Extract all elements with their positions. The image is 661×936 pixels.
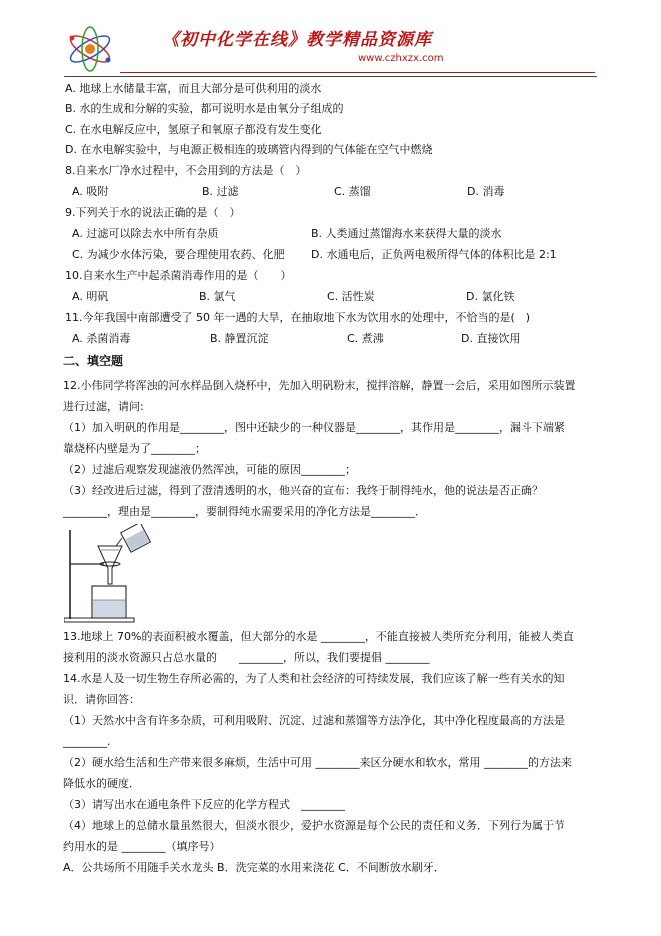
q14-part1-line1: （1）天然水中含有许多杂质，可利用吸附、沉淀、过滤和蒸馏等方法净化，其中净化程度最高的方法是 [63,714,565,727]
q12-part3-line1: （3）经改进后过滤，得到了澄清透明的水，他兴奋的宣布：我终于制得纯水，他的说法是否正确？ [63,484,543,497]
q11-option-c: C. 煮沸 [347,332,384,345]
q7-option-a: A. 地球上水储量丰富，而且大部分是可供利用的淡水 [65,82,322,95]
q10-option-b: B. 氯气 [199,290,236,303]
q8-option-c: C. 蒸馏 [334,185,371,198]
q14-part2-line1: （2）硬水给生活和生产带来很多麻烦，生活中可用 ________来区分硬水和软水，常用 ________的方法来 [63,756,572,769]
header-divider [120,72,595,73]
q10-stem: 10.自来水生产中起杀菌消毒作用的是（ ） [65,269,292,282]
q7-option-d: D. 在水电解实验中，与电源正极相连的玻璃管内得到的气体能在空气中燃烧 [65,143,433,156]
header-url[interactable]: www.czhxzx.com [358,53,444,64]
q10-option-c: C. 活性炭 [327,290,375,303]
q14-part3: （3）请写出水在通电条件下反应的化学方程式 ________ [63,798,345,811]
q9-option-b: B. 人类通过蒸馏海水来获得大量的淡水 [311,227,502,240]
q14-part2-line2: 降低水的硬度． [63,777,140,790]
q8-stem: 8.自来水厂净水过程中，不会用到的方法是（ ） [65,164,307,177]
q14-options: A．公共场所不用随手关水龙头 B．洗完菜的水用来浇花 C．不间断放水刷牙． [63,861,445,874]
q12-part2: （2）过滤后观察发现滤液仍然浑浊，可能的原因________； [63,463,356,476]
q14-line1: 14.水是人及一切生物生存所必需的，为了人类和社会经济的可持续发展，我们应该了解一些有关水的知 [63,672,565,685]
filtration-apparatus-figure [64,524,156,624]
q12-part1-line2: 靠烧杯内壁是为了________； [63,442,206,455]
q8-option-a: A. 吸附 [72,185,109,198]
q7-option-c: C. 在水电解反应中，氢原子和氧原子都没有发生变化 [65,123,322,136]
q11-option-d: D. 直接饮用 [461,332,521,345]
q11-option-b: B. 静置沉淀 [210,332,269,345]
q13-line2: 接利用的淡水资源只占总水量的 ________，所以，我们要提倡 ________ [63,651,430,664]
q10-option-d: D. 氯化铁 [466,290,515,303]
header-logo-atom-icon [64,22,116,76]
q9-stem: 9.下列关于水的说法正确的是（ ） [65,206,241,219]
q11-option-a: A. 杀菌消毒 [72,332,131,345]
q14-part4-line1: （4）地球上的总储水量虽然很大，但淡水很少，爱护水资源是每个公民的责任和义务．下列行为属于节 [63,819,565,832]
q12-line1: 12.小伟同学将浑浊的河水样品倒入烧杯中，先加入明矾粉末，搅拌溶解，静置一会后，采用如图所示装置 [63,379,576,392]
q9-option-c: C. 为减少水体污染，要合理使用农药、化肥 [72,248,285,261]
q8-option-d: D. 消毒 [467,185,505,198]
header-divider-dark [64,76,597,77]
q11-stem: 11.今年我国中南部遭受了 50 年一遇的大旱，在抽取地下水为饮用水的处理中，不恰当的是( ) [65,311,531,324]
q12-line2: 进行过滤，请问: [63,400,144,413]
header-title: 《初中化学在线》教学精品资源库 [162,30,432,50]
q7-option-b: B. 水的生成和分解的实验，都可说明水是由氧分子组成的 [65,102,344,115]
section-heading-fill-in: 二、填空题 [63,354,124,368]
q12-part3-line2: ________，理由是________，要制得纯水需要采用的净化方法是________． [63,505,426,518]
q9-option-a: A. 过滤可以除去水中所有杂质 [72,227,219,240]
q10-option-a: A. 明矾 [72,290,109,303]
q14-part4-line2: 约用水的是 ________（填序号） [63,840,221,853]
q14-line2: 识．请你回答： [63,693,140,706]
q9-option-d: D. 水通电后，正负两电极所得气体的体积比是 2:1 [311,248,557,261]
q13-line1: 13.地球上 70%的表面积被水覆盖，但大部分的水是 ________，不能直接被人类所充分利用，能被人类直 [63,630,574,643]
q12-part1-line1: （1）加入明矾的作用是________，图中还缺少的一种仪器是________，其作用是________，漏斗下端紧 [63,421,565,434]
q14-part1-line2: ________. [63,735,111,748]
q8-option-b: B. 过滤 [202,185,239,198]
